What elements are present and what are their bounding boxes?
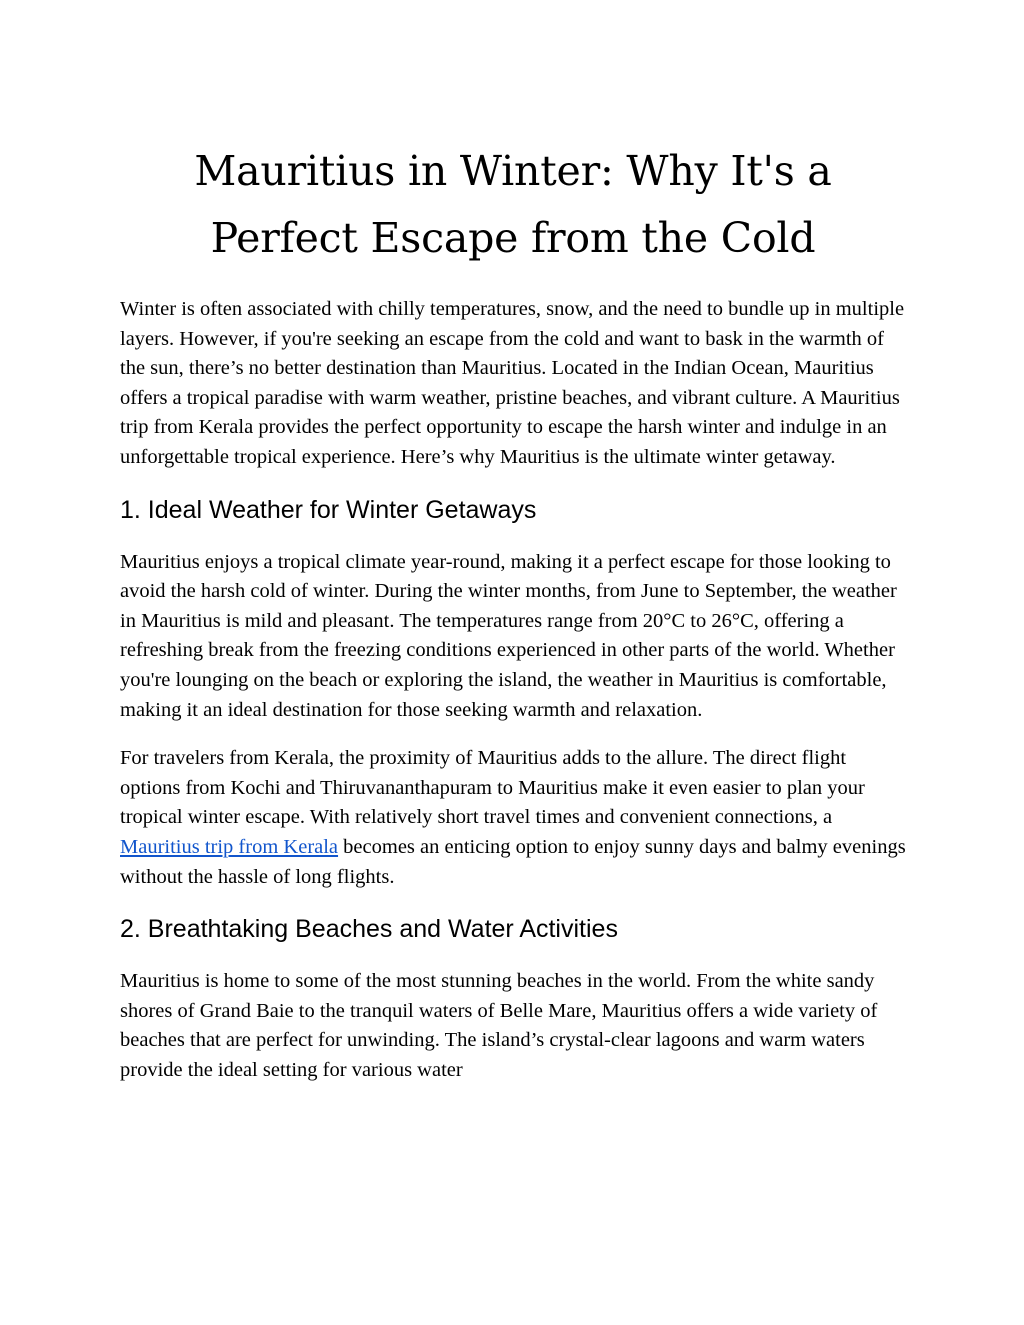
title-line-1: Mauritius in Winter: Why It's a — [194, 147, 832, 195]
intro-paragraph: Winter is often associated with chilly temperatures, snow, and the need to bundle up in multiple layers. However, if you're seeking an escape from the cold and want to bask in the warmth of the sun, there’s no better destination than Mauritius. Located in the Indian Ocean, Mauritius offers a tropical paradise with warm weather, pristine beaches, and vibrant culture. A Mauritius trip from Kerala provides the perfect opportunity to escape the harsh winter and indulge in an unforgettable tropical experience. Here’s why Mauritius is the ultimate winter getaway. — [120, 298, 905, 468]
mauritius-trip-link[interactable]: Mauritius trip from Kerala — [120, 835, 339, 858]
section-2-paragraph-1: Mauritius is home to some of the most stunning beaches in the world. From the white sandy shores of Grand Baie to the tranquil waters of Belle Mare, Mauritius offers a wide variety of beaches that are perfect for unwinding. The island’s crystal-clear lagoons and warm waters provide the ideal setting for various water — [120, 970, 878, 1081]
document-page — [120, 138, 906, 1104]
section-1-heading: 1. Ideal Weather for Winter Getaways — [120, 495, 537, 524]
document-title — [120, 138, 906, 272]
section-1-paragraph-2 — [120, 744, 906, 892]
paragraph-text-after-link: becomes an enticing option to enjoy sunny days and balmy evenings without the hassle of long flights. — [120, 835, 906, 888]
section-1-paragraph-1: Mauritius enjoys a tropical climate year-round, making it a perfect escape for those looking to avoid the harsh cold of winter. During the winter months, from June to September, the weather in Mauritius is mild and pleasant. The temperatures range from 20°C to 26°C, offering a refreshing break from the freezing conditions experienced in other parts of the world. Whether you're lounging on the beach or exploring the island, the weather in Mauritius is comfortable, making it an ideal destination for those seeking warmth and relaxation. — [120, 550, 897, 721]
section-2-heading: 2. Breathtaking Beaches and Water Activities — [120, 915, 618, 944]
paragraph-text-before-link: For travelers from Kerala, the proximity of Mauritius adds to the allure. The direct flight options from Kochi and Thiruvananthapuram to Mauritius make it even easier to plan your tropical winter escape. With relatively short travel times and convenient connections, a — [120, 747, 865, 829]
title-line-2: Perfect Escape from the Cold — [210, 214, 816, 262]
